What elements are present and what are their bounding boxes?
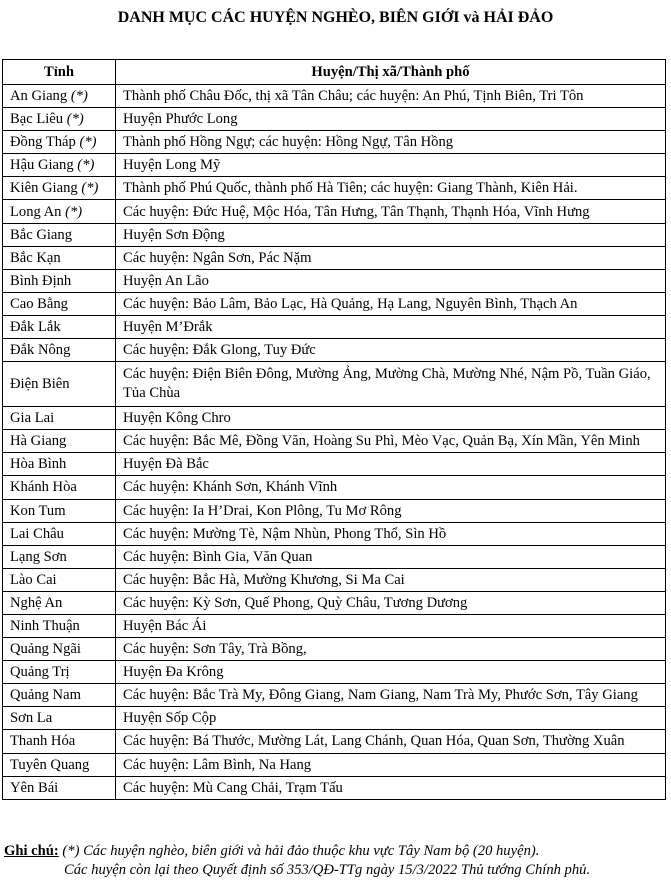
province-name: Khánh Hòa: [10, 479, 77, 496]
province-cell: [3, 753, 116, 776]
districts-cell: Huyện Sốp Cộp: [116, 707, 666, 730]
province-cell: [3, 499, 116, 522]
table-row: [3, 499, 666, 522]
province-name: Lai Châu: [10, 525, 64, 542]
table-row: [3, 108, 666, 131]
province-name: Bắc Giang: [10, 226, 73, 243]
table-row: [3, 638, 666, 661]
districts-cell: Huyện M’Đrắk: [116, 315, 666, 338]
table-row: [3, 707, 666, 730]
province-name: Thanh Hóa: [10, 733, 76, 750]
districts-cell: Huyện Bác Ái: [116, 614, 666, 637]
province-name: An Giang: [10, 88, 68, 105]
southwest-marker: (*): [65, 203, 83, 220]
province-cell: [3, 453, 116, 476]
districts-cell: Các huyện: Đắk Glong, Tuy Đức: [116, 339, 666, 362]
table-row: [3, 522, 666, 545]
table-row: [3, 85, 666, 108]
header-districts: Huyện/Thị xã/Thành phố: [116, 60, 666, 85]
table-row: [3, 614, 666, 637]
province-name: Bắc Kạn: [10, 249, 61, 266]
districts-cell: Huyện Long Mỹ: [116, 154, 666, 177]
header-province: Tỉnh: [3, 60, 116, 85]
southwest-marker: (*): [66, 111, 84, 128]
province-name: Cao Bằng: [10, 295, 68, 312]
districts-cell: Các huyện: Bảo Lâm, Bảo Lạc, Hà Quảng, Hạ Lang, Nguyên Bình, Thạch An: [116, 292, 666, 315]
districts-cell: Huyện Đà Bắc: [116, 453, 666, 476]
province-name: Yên Bái: [10, 779, 59, 796]
table-row: [3, 154, 666, 177]
province-name: Kiên Giang: [10, 180, 78, 197]
table-row: [3, 200, 666, 223]
table-row: [3, 661, 666, 684]
districts-cell: Thành phố Châu Đốc, thị xã Tân Châu; các huyện: An Phú, Tịnh Biên, Tri Tôn: [116, 85, 666, 108]
province-name: Ninh Thuận: [10, 618, 80, 635]
province-cell: [3, 108, 116, 131]
southwest-marker: (*): [77, 157, 95, 174]
province-cell: [3, 430, 116, 453]
province-cell: [3, 315, 116, 338]
southwest-marker: (*): [81, 180, 99, 197]
districts-cell: Thành phố Hồng Ngự; các huyện: Hồng Ngự, Tân Hồng: [116, 131, 666, 154]
table-row: [3, 776, 666, 799]
districts-cell: Các huyện: Sơn Tây, Trà Bồng,: [116, 638, 666, 661]
province-cell: [3, 476, 116, 499]
table-row: [3, 407, 666, 430]
province-name: Hòa Bình: [10, 456, 67, 473]
province-name: Quảng Trị: [10, 664, 70, 681]
districts-cell: Các huyện: Điện Biên Đông, Mường Ảng, Mường Chà, Mường Nhé, Nậm Pồ, Tuần Giáo, Tủa Chùa: [116, 362, 666, 407]
province-cell: [3, 568, 116, 591]
table-row: [3, 430, 666, 453]
province-cell: [3, 638, 116, 661]
districts-cell: Các huyện: Bắc Mê, Đồng Văn, Hoàng Su Phì, Mèo Vạc, Quản Bạ, Xín Mần, Yên Minh: [116, 430, 666, 453]
districts-cell: Các huyện: Đức Huệ, Mộc Hóa, Tân Hưng, Tân Thạnh, Thạnh Hóa, Vĩnh Hưng: [116, 200, 666, 223]
province-cell: [3, 246, 116, 269]
province-name: Kon Tum: [10, 502, 66, 519]
province-name: Đắk Lắk: [10, 318, 61, 335]
province-name: Long An: [10, 203, 62, 220]
province-cell: [3, 339, 116, 362]
southwest-marker: (*): [79, 134, 97, 151]
province-cell: [3, 223, 116, 246]
table-row: [3, 223, 666, 246]
districts-cell: Các huyện: Ngân Sơn, Pác Nặm: [116, 246, 666, 269]
footnote-label: Ghi chú:: [4, 843, 59, 859]
districts-cell: Các huyện: Mường Tè, Nậm Nhùn, Phong Thổ, Sìn Hồ: [116, 522, 666, 545]
table-row: [3, 362, 666, 407]
province-cell: [3, 85, 116, 108]
province-cell: [3, 362, 116, 407]
footnote-line-2: Các huyện còn lại theo Quyết định số 353/QĐ-TTg ngày 15/3/2022 Thủ tướng Chính phủ.: [64, 862, 591, 878]
table-row: [3, 684, 666, 707]
province-name: Hậu Giang: [10, 157, 74, 174]
footnote: [4, 842, 670, 880]
province-cell: [3, 591, 116, 614]
footnote-line-1: (*) Các huyện nghèo, biên giới và hải đảo thuộc khu vực Tây Nam bộ (20 huyện).: [62, 843, 540, 859]
province-cell: [3, 684, 116, 707]
province-cell: [3, 177, 116, 200]
province-cell: [3, 131, 116, 154]
document-title: DANH MỤC CÁC HUYỆN NGHÈO, BIÊN GIỚI và HẢI ĐẢO: [117, 9, 554, 26]
province-name: Hà Giang: [10, 433, 67, 450]
table-row: [3, 292, 666, 315]
districts-cell: Huyện Phước Long: [116, 108, 666, 131]
table-row: [3, 591, 666, 614]
table-body: [3, 85, 666, 800]
province-cell: [3, 292, 116, 315]
districts-cell: Các huyện: Ia H’Drai, Kon Plông, Tu Mơ Rông: [116, 499, 666, 522]
table-row: [3, 269, 666, 292]
province-cell: [3, 154, 116, 177]
province-cell: [3, 545, 116, 568]
table-row: [3, 131, 666, 154]
province-name: Đồng Tháp: [10, 134, 76, 151]
province-name: Quảng Ngãi: [10, 641, 81, 658]
southwest-marker: (*): [70, 88, 88, 105]
province-name: Bình Định: [10, 272, 72, 289]
districts-cell: Các huyện: Mù Cang Chải, Trạm Tấu: [116, 776, 666, 799]
table-row: [3, 568, 666, 591]
districts-cell: Huyện Kông Chro: [116, 407, 666, 430]
table-row: [3, 476, 666, 499]
province-cell: [3, 730, 116, 753]
province-name: Đắk Nông: [10, 342, 71, 359]
province-cell: [3, 269, 116, 292]
table-row: [3, 315, 666, 338]
province-cell: [3, 200, 116, 223]
province-name: Tuyên Quang: [10, 756, 90, 773]
province-name: Lạng Sơn: [10, 548, 67, 565]
districts-cell: Các huyện: Bình Gia, Văn Quan: [116, 545, 666, 568]
table-row: [3, 545, 666, 568]
district-table: [2, 59, 666, 800]
table-row: [3, 453, 666, 476]
districts-cell: Các huyện: Bắc Hà, Mường Khương, Si Ma Cai: [116, 568, 666, 591]
province-name: Sơn La: [10, 710, 53, 727]
districts-cell: Thành phố Phú Quốc, thành phố Hà Tiên; các huyện: Giang Thành, Kiên Hải.: [116, 177, 666, 200]
districts-cell: Các huyện: Kỳ Sơn, Quế Phong, Quỳ Châu, Tương Dương: [116, 591, 666, 614]
table-header-row: [3, 60, 666, 85]
province-name: Nghệ An: [10, 594, 63, 611]
districts-cell: Các huyện: Khánh Sơn, Khánh Vĩnh: [116, 476, 666, 499]
table-row: [3, 246, 666, 269]
province-cell: [3, 661, 116, 684]
table-row: [3, 177, 666, 200]
districts-cell: Các huyện: Bắc Trà My, Đông Giang, Nam Giang, Nam Trà My, Phước Sơn, Tây Giang: [116, 684, 666, 707]
province-name: Điện Biên: [10, 376, 70, 393]
table-row: [3, 339, 666, 362]
province-cell: [3, 776, 116, 799]
province-cell: [3, 407, 116, 430]
province-name: Quảng Nam: [10, 687, 81, 704]
province-cell: [3, 707, 116, 730]
table-row: [3, 753, 666, 776]
province-name: Gia Lai: [10, 410, 55, 427]
districts-cell: Huyện Đa Krông: [116, 661, 666, 684]
districts-cell: Các huyện: Bá Thước, Mường Lát, Lang Chánh, Quan Hóa, Quan Sơn, Thường Xuân: [116, 730, 666, 753]
province-name: Lào Cai: [10, 571, 57, 588]
table-row: [3, 730, 666, 753]
province-cell: [3, 614, 116, 637]
province-cell: [3, 522, 116, 545]
districts-cell: Huyện Sơn Động: [116, 223, 666, 246]
province-name: Bạc Liêu: [10, 111, 64, 128]
districts-cell: Huyện An Lão: [116, 269, 666, 292]
districts-cell: Các huyện: Lâm Bình, Na Hang: [116, 753, 666, 776]
